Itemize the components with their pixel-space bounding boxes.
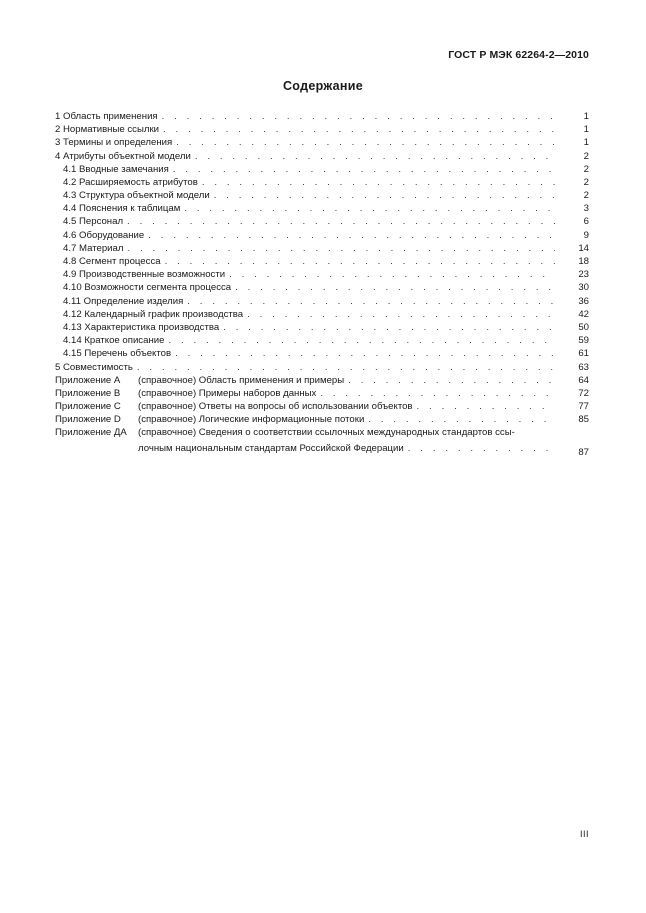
dot-leader bbox=[165, 255, 555, 268]
page-number: 36 bbox=[578, 295, 589, 307]
toc-entry[interactable]: 4.10 Возможности сегмента процесса . . . 30 bbox=[55, 281, 589, 294]
page-number: 59 bbox=[578, 335, 589, 347]
dot-leader bbox=[184, 202, 555, 215]
dot-leader bbox=[223, 321, 555, 334]
toc-entry[interactable]: 4.12 Календарный график производства . . . 42 bbox=[55, 308, 589, 321]
dot-leader bbox=[168, 334, 555, 347]
dot-leader bbox=[187, 295, 555, 308]
dot-leader bbox=[176, 136, 555, 149]
page-number: 2 bbox=[583, 176, 589, 188]
appendix-key: Приложение В bbox=[55, 387, 121, 399]
page-number: 2 bbox=[583, 163, 589, 175]
dot-leader bbox=[348, 374, 555, 387]
toc-entry[interactable]: 4.5 Персонал . . . 6 bbox=[55, 216, 589, 229]
dot-leader bbox=[202, 176, 555, 189]
toc-entry[interactable]: 4.15 Перечень объектов . . . 61 bbox=[55, 347, 589, 360]
page-number: 1 bbox=[583, 124, 589, 136]
dot-leader bbox=[127, 242, 555, 255]
appendix-key: Приложение А bbox=[55, 374, 121, 386]
page-number: 2 bbox=[583, 150, 589, 162]
dot-leader bbox=[173, 163, 555, 176]
toc-appendix-entry[interactable] bbox=[55, 400, 589, 413]
dot-leader bbox=[127, 215, 555, 228]
table-of-contents bbox=[55, 110, 589, 459]
page-number: 18 bbox=[578, 256, 589, 268]
dot-leader bbox=[148, 229, 555, 242]
dot-leader bbox=[162, 110, 555, 123]
toc-appendix-entry[interactable] bbox=[55, 374, 589, 387]
page-number: 9 bbox=[583, 229, 589, 241]
page-number: 23 bbox=[578, 269, 589, 281]
page-footer-number: III bbox=[579, 829, 589, 839]
page-number: 1 bbox=[583, 137, 589, 149]
toc-entry[interactable]: 4.13 Характеристика производства . . . 50 bbox=[55, 321, 589, 334]
page-title: Содержание bbox=[282, 79, 363, 93]
appendix-key: Приложение С bbox=[55, 401, 121, 413]
toc-entry[interactable]: 4.11 Определение изделия . . . 36 bbox=[55, 295, 589, 308]
page-number: 30 bbox=[578, 282, 589, 294]
toc-entry[interactable]: 4.14 Краткое описание . . . 59 bbox=[55, 334, 589, 347]
toc-entry[interactable]: 4.7 Материал . . . 14 bbox=[55, 242, 589, 255]
dot-leader bbox=[229, 268, 555, 281]
toc-entry[interactable]: 4.6 Оборудование . . . 9 bbox=[55, 229, 589, 242]
appendix-label: (справочное) Область применения и примеры bbox=[138, 374, 345, 386]
page-number: 77 bbox=[578, 401, 589, 413]
appendix-label: (справочное) Ответы на вопросы об использовании объектов bbox=[138, 401, 413, 413]
page-number: 72 bbox=[578, 387, 589, 399]
page-number: 42 bbox=[578, 308, 589, 320]
dot-leader bbox=[137, 361, 555, 374]
toc-entry[interactable]: 2 Нормативные ссылки . . . 1 bbox=[55, 123, 589, 136]
page-number: 1 bbox=[583, 110, 589, 122]
appendix-label-line2: лочным национальным стандартам Российской Федерации bbox=[138, 443, 404, 455]
dot-leader bbox=[368, 413, 555, 426]
dot-leader bbox=[175, 347, 555, 360]
appendix-label-line1: (справочное) Сведения о соответствии ссылочных международных стандартов ссы- bbox=[138, 427, 515, 439]
dot-leader bbox=[163, 123, 555, 136]
toc-entry[interactable]: 4.8 Сегмент процесса . . . 18 bbox=[55, 255, 589, 268]
dot-leader bbox=[247, 308, 555, 321]
dot-leader bbox=[235, 281, 555, 294]
toc-appendix-entry[interactable] bbox=[55, 413, 589, 426]
toc-appendix-entry[interactable] bbox=[55, 387, 589, 400]
appendix-key: Приложение D bbox=[55, 414, 121, 426]
appendix-key: Приложение ДА bbox=[55, 427, 127, 439]
page-number: 50 bbox=[578, 321, 589, 333]
document-header: ГОСТ Р МЭК 62264-2—2010 bbox=[448, 49, 589, 61]
page-number: 87 bbox=[578, 447, 589, 459]
toc-appendix-entry[interactable] bbox=[55, 427, 589, 459]
toc-entry[interactable]: 4.1 Вводные замечания . . . 2 bbox=[55, 163, 589, 176]
page-number: 2 bbox=[583, 190, 589, 202]
toc-entry[interactable]: 4.2 Расширяемость атрибутов . . . 2 bbox=[55, 176, 589, 189]
appendix-label: (справочное) Примеры наборов данных bbox=[138, 387, 317, 399]
appendix-label: (справочное) Логические информационные потоки bbox=[138, 414, 365, 426]
page-number: 64 bbox=[578, 374, 589, 386]
toc-entry[interactable]: 5 Совместимость . . . 63 bbox=[55, 361, 589, 374]
dot-leader bbox=[408, 442, 555, 455]
toc-entry[interactable]: 3 Термины и определения . . . 1 bbox=[55, 136, 589, 149]
dot-leader bbox=[195, 150, 555, 163]
toc-entry[interactable]: 4.4 Пояснения к таблицам . . . 3 bbox=[55, 202, 589, 215]
page-number: 3 bbox=[583, 203, 589, 215]
page-number: 63 bbox=[578, 361, 589, 373]
toc-entry[interactable]: 1 Область применения . . . 1 bbox=[55, 110, 589, 123]
toc-entry[interactable]: 4 Атрибуты объектной модели . . . 2 bbox=[55, 150, 589, 163]
dot-leader bbox=[214, 189, 555, 202]
toc-entry[interactable]: 4.9 Производственные возможности . . . 23 bbox=[55, 268, 589, 281]
toc-entry[interactable]: 4.3 Структура объектной модели . . . 2 bbox=[55, 189, 589, 202]
page-number: 61 bbox=[578, 348, 589, 360]
dot-leader bbox=[320, 387, 555, 400]
page-number: 14 bbox=[578, 242, 589, 254]
dot-leader bbox=[417, 400, 555, 413]
page-number: 85 bbox=[578, 414, 589, 426]
page-number: 6 bbox=[583, 216, 589, 228]
